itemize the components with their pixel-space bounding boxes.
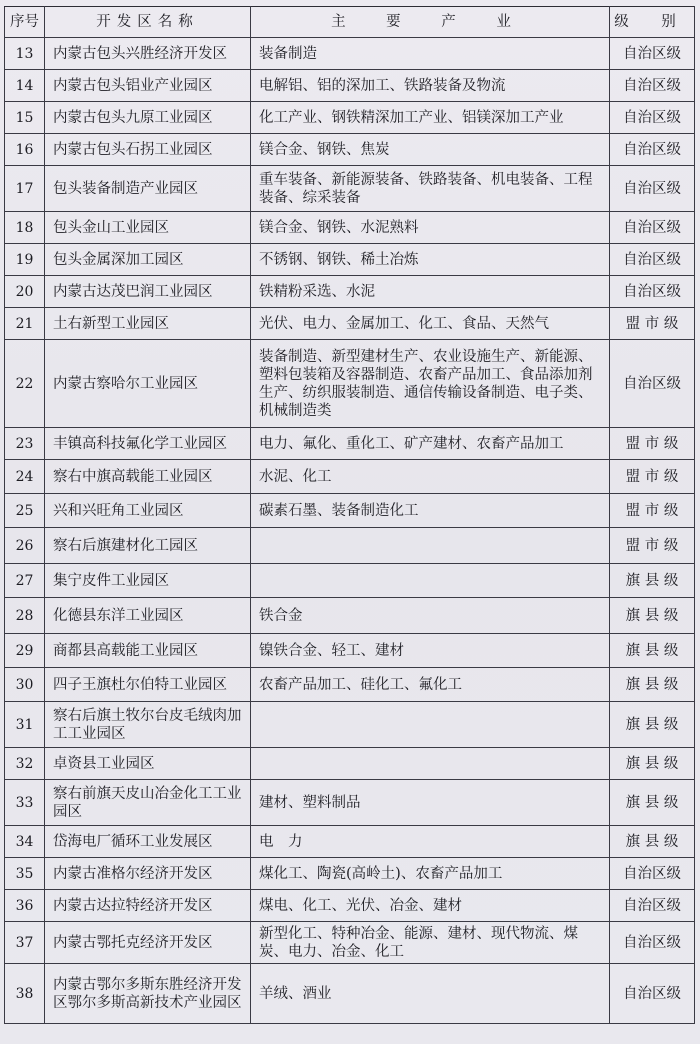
zone-level: 自治区级 — [610, 244, 695, 276]
main-industry: 装备制造 — [251, 38, 610, 70]
zone-level: 盟 市 级 — [610, 494, 695, 528]
main-industry: 电力、氟化、重化工、矿产建材、农畜产品加工 — [251, 428, 610, 460]
main-industry: 镍铁合金、轻工、建材 — [251, 634, 610, 668]
header-main-industry: 主 要 产 业 — [251, 7, 610, 38]
zone-level: 自治区级 — [610, 922, 695, 964]
table-row — [5, 308, 695, 340]
header-level: 级 别 — [610, 7, 695, 38]
main-industry: 煤电、化工、光伏、冶金、建材 — [251, 890, 610, 922]
zone-name: 内蒙古准格尔经济开发区 — [45, 858, 251, 890]
zone-name: 包头装备制造产业园区 — [45, 166, 251, 212]
zone-level: 盟 市 级 — [610, 428, 695, 460]
main-industry — [251, 748, 610, 780]
zone-name: 内蒙古包头兴胜经济开发区 — [45, 38, 251, 70]
table-row — [5, 598, 695, 634]
zone-level: 旗 县 级 — [610, 702, 695, 748]
table-row — [5, 634, 695, 668]
row-number: 14 — [5, 70, 45, 102]
table-row — [5, 668, 695, 702]
table-row — [5, 890, 695, 922]
zone-level: 自治区级 — [610, 340, 695, 428]
table-row — [5, 494, 695, 528]
table-row — [5, 102, 695, 134]
table-row — [5, 964, 695, 1024]
zone-level: 自治区级 — [610, 276, 695, 308]
main-industry: 水泥、化工 — [251, 460, 610, 494]
zone-name: 岱海电厂循环工业发展区 — [45, 826, 251, 858]
table-row — [5, 460, 695, 494]
main-industry — [251, 528, 610, 564]
zone-level: 自治区级 — [610, 102, 695, 134]
main-industry: 电 力 — [251, 826, 610, 858]
row-number: 30 — [5, 668, 45, 702]
zone-level: 自治区级 — [610, 212, 695, 244]
zone-level: 旗 县 级 — [610, 564, 695, 598]
zone-name: 察右后旗土牧尔台皮毛绒肉加工工业园区 — [45, 702, 251, 748]
row-number: 18 — [5, 212, 45, 244]
zone-name: 包头金山工业园区 — [45, 212, 251, 244]
table-row — [5, 166, 695, 212]
zone-name: 内蒙古达拉特经济开发区 — [45, 890, 251, 922]
table-row — [5, 38, 695, 70]
zone-name: 土右新型工业园区 — [45, 308, 251, 340]
row-number: 16 — [5, 134, 45, 166]
row-number: 21 — [5, 308, 45, 340]
zone-name: 察右后旗建材化工园区 — [45, 528, 251, 564]
table-body — [5, 38, 695, 1024]
row-number: 17 — [5, 166, 45, 212]
main-industry: 镁合金、钢铁、水泥熟料 — [251, 212, 610, 244]
row-number: 26 — [5, 528, 45, 564]
main-industry: 光伏、电力、金属加工、化工、食品、天然气 — [251, 308, 610, 340]
row-number: 38 — [5, 964, 45, 1024]
main-industry: 装备制造、新型建材生产、农业设施生产、新能源、塑料包装箱及容器制造、农畜产品加工、食品添加剂生产、纺织服装制造、通信传输设备制造、电子类、机械制造类 — [251, 340, 610, 428]
zone-level: 自治区级 — [610, 134, 695, 166]
table-row — [5, 564, 695, 598]
main-industry — [251, 564, 610, 598]
row-number: 32 — [5, 748, 45, 780]
zone-level: 旗 县 级 — [610, 780, 695, 826]
zone-level: 旗 县 级 — [610, 826, 695, 858]
row-number: 27 — [5, 564, 45, 598]
row-number: 35 — [5, 858, 45, 890]
zone-level: 旗 县 级 — [610, 748, 695, 780]
main-industry: 碳素石墨、装备制造化工 — [251, 494, 610, 528]
main-industry: 建材、塑料制品 — [251, 780, 610, 826]
zone-name: 商都县高载能工业园区 — [45, 634, 251, 668]
table-row — [5, 780, 695, 826]
table-row — [5, 212, 695, 244]
row-number: 29 — [5, 634, 45, 668]
main-industry: 煤化工、陶瓷(高岭土)、农畜产品加工 — [251, 858, 610, 890]
zone-name: 察右中旗高载能工业园区 — [45, 460, 251, 494]
zone-level: 自治区级 — [610, 890, 695, 922]
zone-name: 内蒙古达茂巴润工业园区 — [45, 276, 251, 308]
zone-name: 内蒙古察哈尔工业园区 — [45, 340, 251, 428]
table-row — [5, 244, 695, 276]
row-number: 23 — [5, 428, 45, 460]
zone-level: 盟 市 级 — [610, 460, 695, 494]
row-number: 13 — [5, 38, 45, 70]
main-industry — [251, 702, 610, 748]
row-number: 24 — [5, 460, 45, 494]
main-industry: 铁合金 — [251, 598, 610, 634]
main-industry: 羊绒、酒业 — [251, 964, 610, 1024]
table-header-row — [5, 7, 695, 38]
zone-name: 察右前旗天皮山冶金化工工业园区 — [45, 780, 251, 826]
zone-name: 集宁皮件工业园区 — [45, 564, 251, 598]
table-row — [5, 276, 695, 308]
main-industry: 铁精粉采选、水泥 — [251, 276, 610, 308]
main-industry: 新型化工、特种冶金、能源、建材、现代物流、煤炭、电力、冶金、化工 — [251, 922, 610, 964]
zone-level: 旗 县 级 — [610, 634, 695, 668]
header-zone-name: 开发区名称 — [45, 7, 251, 38]
zone-level: 盟 市 级 — [610, 528, 695, 564]
table-row — [5, 858, 695, 890]
main-industry: 不锈钢、钢铁、稀土冶炼 — [251, 244, 610, 276]
zone-name: 丰镇高科技氟化学工业园区 — [45, 428, 251, 460]
zone-name: 四子王旗杜尔伯特工业园区 — [45, 668, 251, 702]
table-row — [5, 528, 695, 564]
table-row — [5, 134, 695, 166]
zone-name: 卓资县工业园区 — [45, 748, 251, 780]
zone-name: 化德县东洋工业园区 — [45, 598, 251, 634]
zone-level: 自治区级 — [610, 166, 695, 212]
zone-name: 内蒙古包头铝业产业园区 — [45, 70, 251, 102]
table-row — [5, 748, 695, 780]
table-row — [5, 702, 695, 748]
main-industry: 重车装备、新能源装备、铁路装备、机电装备、工程装备、综采装备 — [251, 166, 610, 212]
zone-name: 内蒙古鄂托克经济开发区 — [45, 922, 251, 964]
row-number: 20 — [5, 276, 45, 308]
zone-name: 内蒙古鄂尔多斯东胜经济开发区鄂尔多斯高新技术产业园区 — [45, 964, 251, 1024]
row-number: 15 — [5, 102, 45, 134]
row-number: 22 — [5, 340, 45, 428]
development-zone-table — [4, 6, 695, 1024]
zone-level: 旗 县 级 — [610, 598, 695, 634]
main-industry: 化工产业、钢铁精深加工产业、铝镁深加工产业 — [251, 102, 610, 134]
table-row — [5, 428, 695, 460]
main-industry: 农畜产品加工、硅化工、氟化工 — [251, 668, 610, 702]
zone-name: 内蒙古包头九原工业园区 — [45, 102, 251, 134]
row-number: 37 — [5, 922, 45, 964]
main-industry: 镁合金、钢铁、焦炭 — [251, 134, 610, 166]
table-row — [5, 70, 695, 102]
row-number: 34 — [5, 826, 45, 858]
main-industry: 电解铝、铝的深加工、铁路装备及物流 — [251, 70, 610, 102]
zone-level: 自治区级 — [610, 38, 695, 70]
table-row — [5, 340, 695, 428]
zone-level: 盟 市 级 — [610, 308, 695, 340]
zone-level: 旗 县 级 — [610, 668, 695, 702]
row-number: 28 — [5, 598, 45, 634]
table-row — [5, 826, 695, 858]
zone-name: 内蒙古包头石拐工业园区 — [45, 134, 251, 166]
row-number: 31 — [5, 702, 45, 748]
zone-level: 自治区级 — [610, 964, 695, 1024]
table-row — [5, 922, 695, 964]
row-number: 33 — [5, 780, 45, 826]
row-number: 25 — [5, 494, 45, 528]
zone-name: 包头金属深加工园区 — [45, 244, 251, 276]
row-number: 36 — [5, 890, 45, 922]
zone-name: 兴和兴旺角工业园区 — [45, 494, 251, 528]
zone-level: 自治区级 — [610, 70, 695, 102]
zone-level: 自治区级 — [610, 858, 695, 890]
header-no: 序号 — [5, 7, 45, 38]
row-number: 19 — [5, 244, 45, 276]
